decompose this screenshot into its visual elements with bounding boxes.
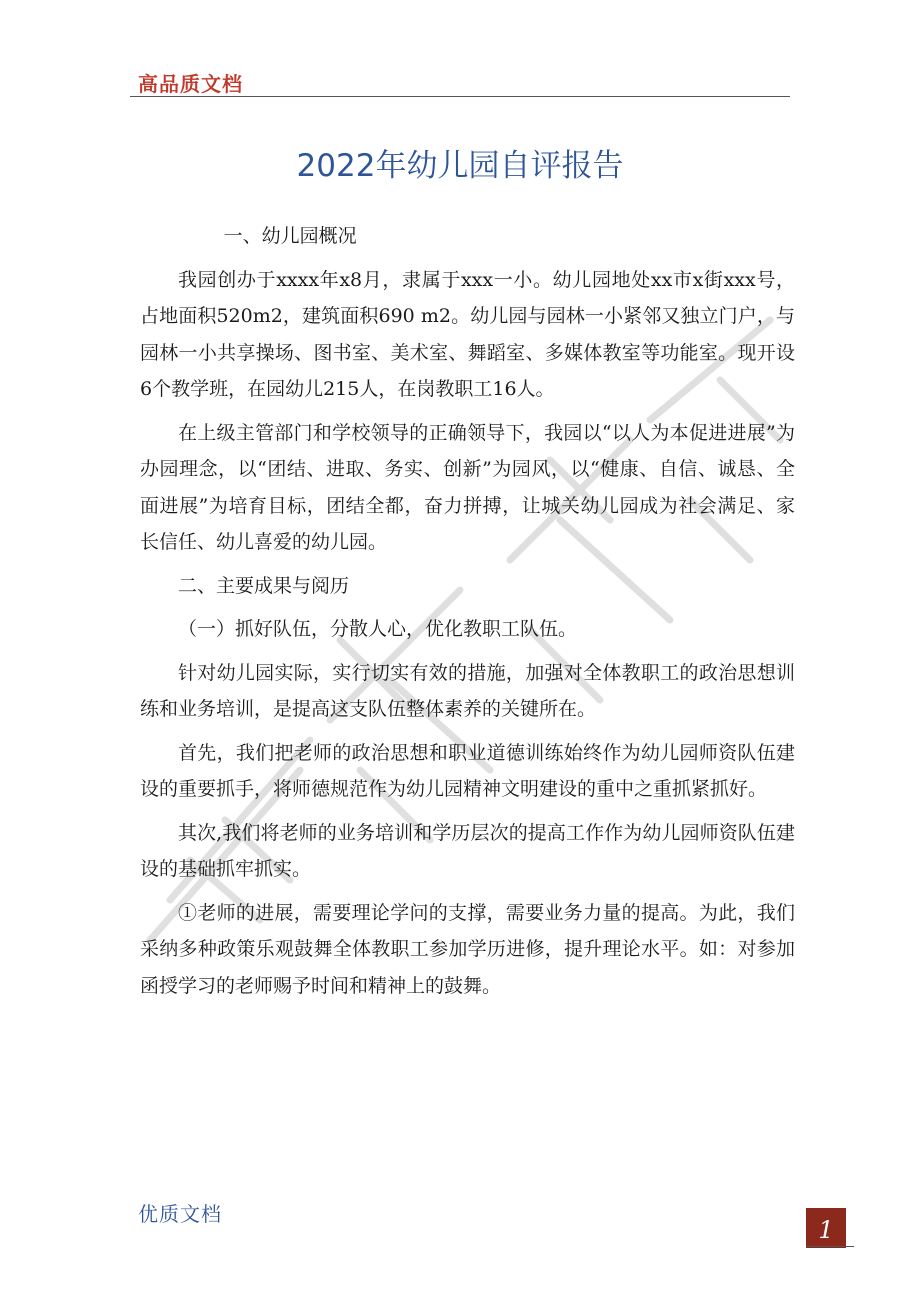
paragraph: 针对幼儿园实际，实行切实有效的措施，加强对全体教职工的政治思想训练和业务培训，是提高这支队伍整体素养的关键所在。 <box>140 661 795 720</box>
paragraph: 我园创办于xxxx年x8月，隶属于xxx一小。幼儿园地处xx市x街xxx号，占地面积520m2，建筑面积690 m2。幼儿园与园林一小紧邻又独立门户，与园林一小共享操场、图书室、美术室、舞蹈室、多媒体教室等功能室。现开设6个教学班，在园幼儿215人，在岗教职工16人。 <box>140 268 795 400</box>
paragraph: ①老师的进展，需要理论学问的支撑，需要业务力量的提高。为此，我们采纳多种政策乐观鼓舞全体教职工参加学历进修，提升理论水平。如：对参加函授学习的老师赐予时间和精神上的鼓舞。 <box>140 901 795 997</box>
header-label: 高品质文档 <box>138 72 243 96</box>
header-divider <box>130 96 790 97</box>
document-title: 2022年幼儿园自评报告 <box>296 148 624 184</box>
paragraph: 其次,我们将老师的业务培训和学历层次的提高工作作为幼儿园师资队伍建设的基础抓牢抓实。 <box>140 821 795 880</box>
section-heading: 二、主要成果与阅历 <box>178 574 350 597</box>
document-body <box>140 218 795 1011</box>
subsection-heading: （一）抓好队伍，分散人心，优化教职工队伍。 <box>178 618 578 640</box>
page-number: 1 <box>806 1208 846 1248</box>
paragraph: 在上级主管部门和学校领导的正确领导下，我园以“以人为本促进进展”为办园理念，以“团结、进取、务实、创新”为园风，以“健康、自信、诚恳、全面进展”为培育目标，团结全都，奋力拼搏，让城关幼儿园成为社会满足、家长信任、幼儿喜爱的幼儿园。 <box>140 421 795 553</box>
paragraph: 首先，我们把老师的政治思想和职业道德训练始终作为幼儿园师资队伍建设的重要抓手，将师德规范作为幼儿园精神文明建设的重中之重抓紧抓好。 <box>140 741 795 800</box>
footer-divider <box>806 1246 854 1247</box>
section-heading: 一、幼儿园概况 <box>223 225 357 247</box>
footer-label: 优质文档 <box>138 1202 222 1226</box>
